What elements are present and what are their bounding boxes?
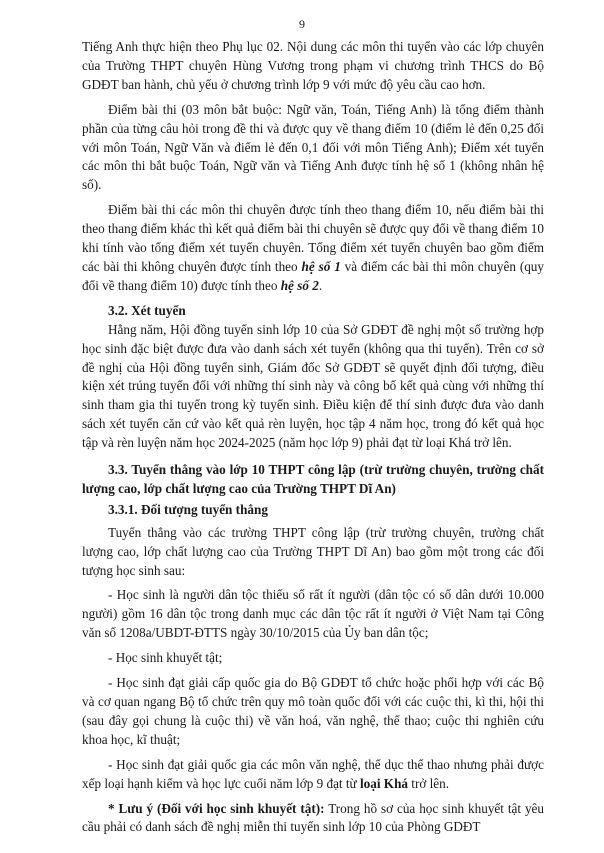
paragraph-admission-review: Hằng năm, Hội đồng tuyển sinh lớp 10 của Sở GDĐT đề nghị một số trường hợp học sinh đặc biệt được đưa vào danh sách xét tuyển (không qua thi tuyển). Trên cơ sở đề nghị của Hội đồng tuyển sinh, Giám đốc Sở GDĐT sẽ quyết định đối tượng, điều kiện xét trúng tuyển đối với những thí sinh này và công bố kết quả cùng với những thí sinh tham gia thi tuyển trong kỳ tuyển sinh. Điều kiện để thí sinh được đưa vào danh sách xét tuyển căn cứ vào kết quả rèn luyện, học tập 4 năm học, trong đó kết quả học tập và rèn luyện năm học 2024-2025 (năm học lớp 9) phải đạt từ loại Khá trở lên.	[82, 321, 544, 451]
text-span: Điểm bài thi các môn thi chuyên được tính theo thang điểm 10, nếu điểm bài thi theo thang điểm khác thì kết quả điểm bài thi chuyên sẽ được quy đổi về thang điểm 10 khi tính vào tổng điểm xét tuyển chuyên. Tổng điểm xét tuyển chuyên bao gồm điểm các bài thi không chuyên được tính theo	[82, 202, 544, 274]
bullet-disabled-students: - Học sinh khuyết tật;	[108, 650, 223, 666]
paragraph-specialized-scoring	[82, 201, 544, 296]
page-body	[82, 38, 544, 837]
grade-emphasis: loại Khá	[360, 775, 408, 791]
heading-3-3: 3.3. Tuyển thẳng vào lớp 10 THPT công lập (trừ trường chuyên, trường chất lượng cao, lớp chất lượng cao của Trường THPT Dĩ An)	[82, 462, 544, 496]
note-text: Trong hồ sơ của học sinh khuyết tật yêu cầu phải có danh sách đề nghị miễn thi tuyển sinh lớp 10 của Phòng GDĐT	[82, 800, 544, 835]
bullet-national-award: - Học sinh đạt giải cấp quốc gia do Bộ GDĐT tổ chức hoặc phối hợp với các Bộ và cơ quan ngang Bộ tổ chức trên quy mô toàn quốc đối với các cuộc thi, kì thi, hội thi (sau đây gọi chung là cuộc thi) về văn hoá, văn nghệ, thể thao; cuộc thi nghiên cứu khoa học, kĩ thuật;	[82, 675, 544, 747]
text-span: .	[318, 277, 323, 293]
coefficient-1-emphasis: hệ số 1	[301, 258, 341, 274]
page-number: 9	[299, 17, 305, 31]
heading-3-3-1: 3.3.1. Đối tượng tuyển thẳng	[108, 501, 268, 517]
text-span: trở lên.	[408, 775, 450, 791]
coefficient-2-emphasis: hệ số 2	[280, 277, 319, 293]
note-disabled-students	[82, 800, 544, 838]
bullet-ethnic-minority: - Học sinh là người dân tộc thiểu số rất ít người (dân tộc có số dân dưới 10.000 người) gồm 16 dân tộc trong danh mục các dân tộc rất ít người ở Việt Nam tại Công văn số 1208a/UBDT-ĐTTS ngày 30/10/2015 của Ủy ban dân tộc;	[82, 587, 544, 641]
bullet-arts-sports-award	[82, 756, 544, 794]
note-label: * Lưu ý (Đối với học sinh khuyết tật):	[108, 800, 325, 816]
paragraph-exam-scoring: Điểm bài thi (03 môn bắt buộc: Ngữ văn, Toán, Tiếng Anh) là tổng điểm thành phần của từng câu hỏi trong đề thi và được quy về thang điểm 10 (điểm lẻ đến 0,25 đối với môn Toán, Ngữ Văn và điểm lẻ đến 0,1 đối với môn Tiếng Anh); Điểm xét tuyển các môn thi bắt buộc Toán, Ngữ văn và Tiếng Anh được tính hệ số 1 (không nhân hệ số).	[82, 101, 544, 193]
paragraph-continuation: Tiếng Anh thực hiện theo Phụ lục 02. Nội dung các môn thi tuyển vào các lớp chuyên của Trường THPT chuyên Hùng Vương trong phạm vi chương trình THCS do Bộ GDĐT ban hành, chủ yếu ở chương trình lớp 9 với mức độ yêu cầu cao hơn.	[82, 39, 544, 92]
text-span: - Học sinh đạt giải quốc gia các môn văn nghệ, thể dục thể thao nhưng phải được xếp loại hạnh kiểm và học lực cuối năm lớp 9 đạt từ	[82, 756, 544, 791]
paragraph-direct-admission: Tuyển thẳng vào các trường THPT công lập (trừ trường chuyên, trường chất lượng cao, lớp chất lượng cao của Trường THPT Dĩ An) bao gồm một trong các đối tượng học sinh sau:	[82, 524, 544, 578]
text-span: và điểm các bài thi môn chuyên (quy đổi về thang điểm 10) được tính theo	[82, 258, 544, 293]
heading-3-2: 3.2. Xét tuyển	[108, 302, 186, 318]
